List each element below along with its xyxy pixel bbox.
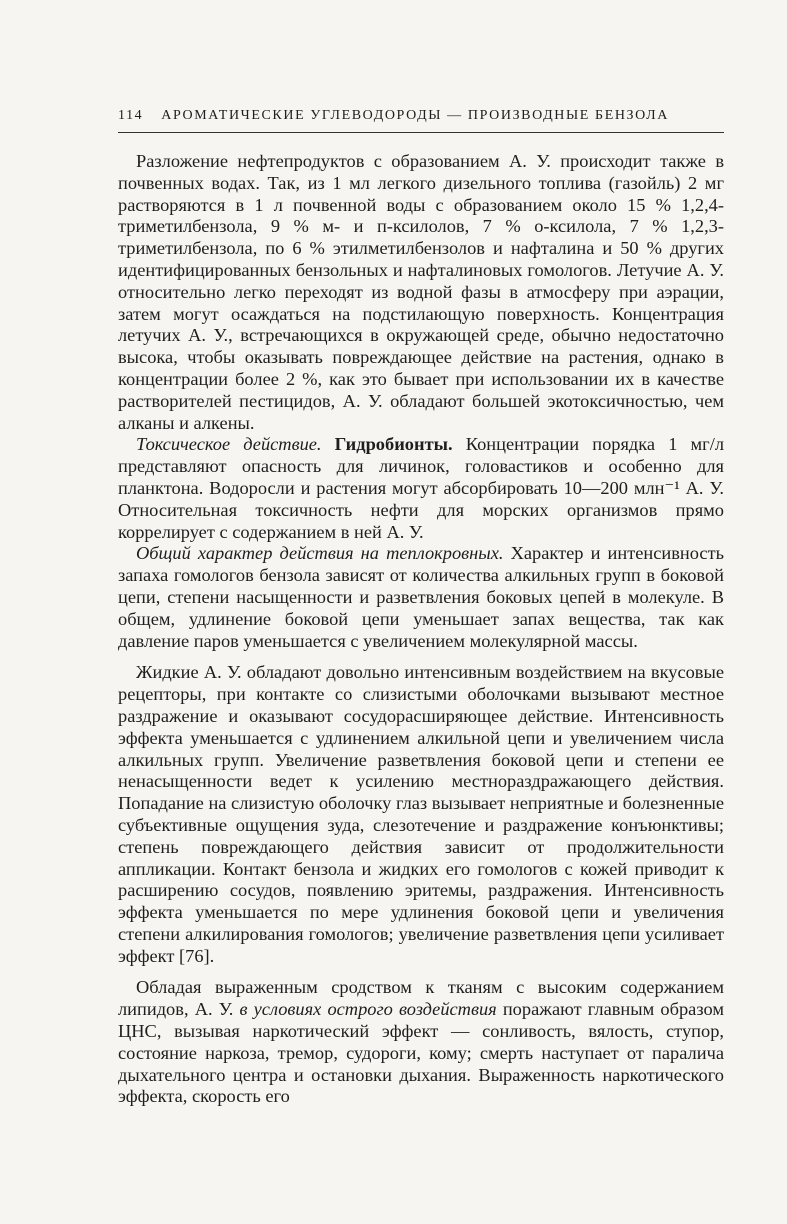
page-number: 114 bbox=[118, 108, 144, 123]
paragraph bbox=[118, 151, 724, 434]
paragraph-text: Концентрации порядка 1 мг/л представляют опасность для личинок, головастиков и особенно для планктона. Водоросли и растения могут абсорбировать 10—200 млн⁻¹ А. У. Относительная токсичность нефти для морских организмов прямо коррелирует с содержанием в ней А. У. bbox=[118, 434, 725, 542]
paragraph bbox=[118, 977, 724, 1108]
section-heading-italic: Токсическое действие. bbox=[136, 434, 322, 455]
body-text bbox=[118, 151, 724, 1108]
paragraph-text: Характер и интенсивность запаха гомологов бензола зависят от количества алкильных групп в боковой цепи, степени насыщенности и разветвления боковых цепей в молекуле. В общем, удлинение боковой цепи уменьшает запах вещества, так как давление паров уменьшается с увеличением молекулярной массы. bbox=[118, 543, 724, 651]
subsection-heading-bold: Гидробионты. bbox=[334, 434, 453, 455]
paragraph-text: Обладая выраженным сродством к тканям с высоким содержанием липидов, А. У. bbox=[118, 977, 724, 1020]
paragraph-text: поражают главным образом ЦНС, вызывая наркотический эффект — сонливость, вялость, ступор, состояние наркоза, тремор, судороги, кому; смерть наступает от паралича дыхательного центра и остановки дыхания. Выраженность наркотического эффекта, скорость его bbox=[118, 999, 724, 1107]
section-heading-italic: Общий характер действия на теплокровных. bbox=[136, 543, 504, 564]
paragraph-text: Жидкие А. У. обладают довольно интенсивным воздействием на вкусовые рецепторы, при контакте со слизистыми оболочками вызывают местное раздражение и оказывают сосудорасширяющее действие. Интенсивность эффекта уменьшается с удлинением алкильной цепи и увеличением числа алкильных групп. Увеличение разветвления боковой цепи и степени ее ненасыщенности ведет к усилению местнораздражающего действия. Попадание на слизистую оболочку глаз вызывает неприятные и болезненные субъективные ощущения зуда, слезотечение и раздражение конъюнктивы; степень повреждающего действия зависит от продолжительности аппликации. Контакт бензола и жидких его гомологов с кожей приводит к расширению сосудов, появлению эритемы, раздражения. Интенсивность эффекта уменьшается по мере удлинения боковой цепи и увеличения степени алкилирования гомологов; увеличение разветвления цепи усиливает эффект [76]. bbox=[118, 662, 724, 966]
paragraph bbox=[118, 543, 724, 652]
running-head-title: АРОМАТИЧЕСКИЕ УГЛЕВОДОРОДЫ — ПРОИЗВОДНЫЕ БЕНЗОЛА bbox=[161, 108, 669, 123]
paragraph bbox=[118, 434, 724, 543]
paragraph-text: Разложение нефтепродуктов с образованием А. У. происходит также в почвенных водах. Так, из 1 мл легкого дизельного топлива (газойль) 2 мг растворяются в 1 л почвенной воды с образованием около 15 % 1,2,4-триметилбензола, 9 % м- и п-ксилолов, 7 % о-ксилола, 7 % 1,2,3-триметилбензола, по 6 % этилметилбензолов и нафталина и 50 % других идентифицированных бензольных и нафталиновых гомологов. Летучие А. У. относительно легко переходят из водной фазы в атмосферу при аэрации, затем могут осаждаться на подстилающую поверхность. Концентрация летучих А. У., встречающихся в окружающей среде, обычно недостаточно высока, чтобы оказывать повреждающее действие на растения, однако в концентрации более 2 %, как это бывает при использовании их в качестве растворителей пестицидов, А. У. обладают большей экотоксичностью, чем алканы и алкены. bbox=[118, 151, 724, 433]
paragraph bbox=[118, 662, 724, 967]
running-header bbox=[118, 108, 724, 124]
inline-italic-phrase: в условиях острого воздействия bbox=[239, 999, 497, 1020]
header-rule bbox=[118, 132, 724, 133]
